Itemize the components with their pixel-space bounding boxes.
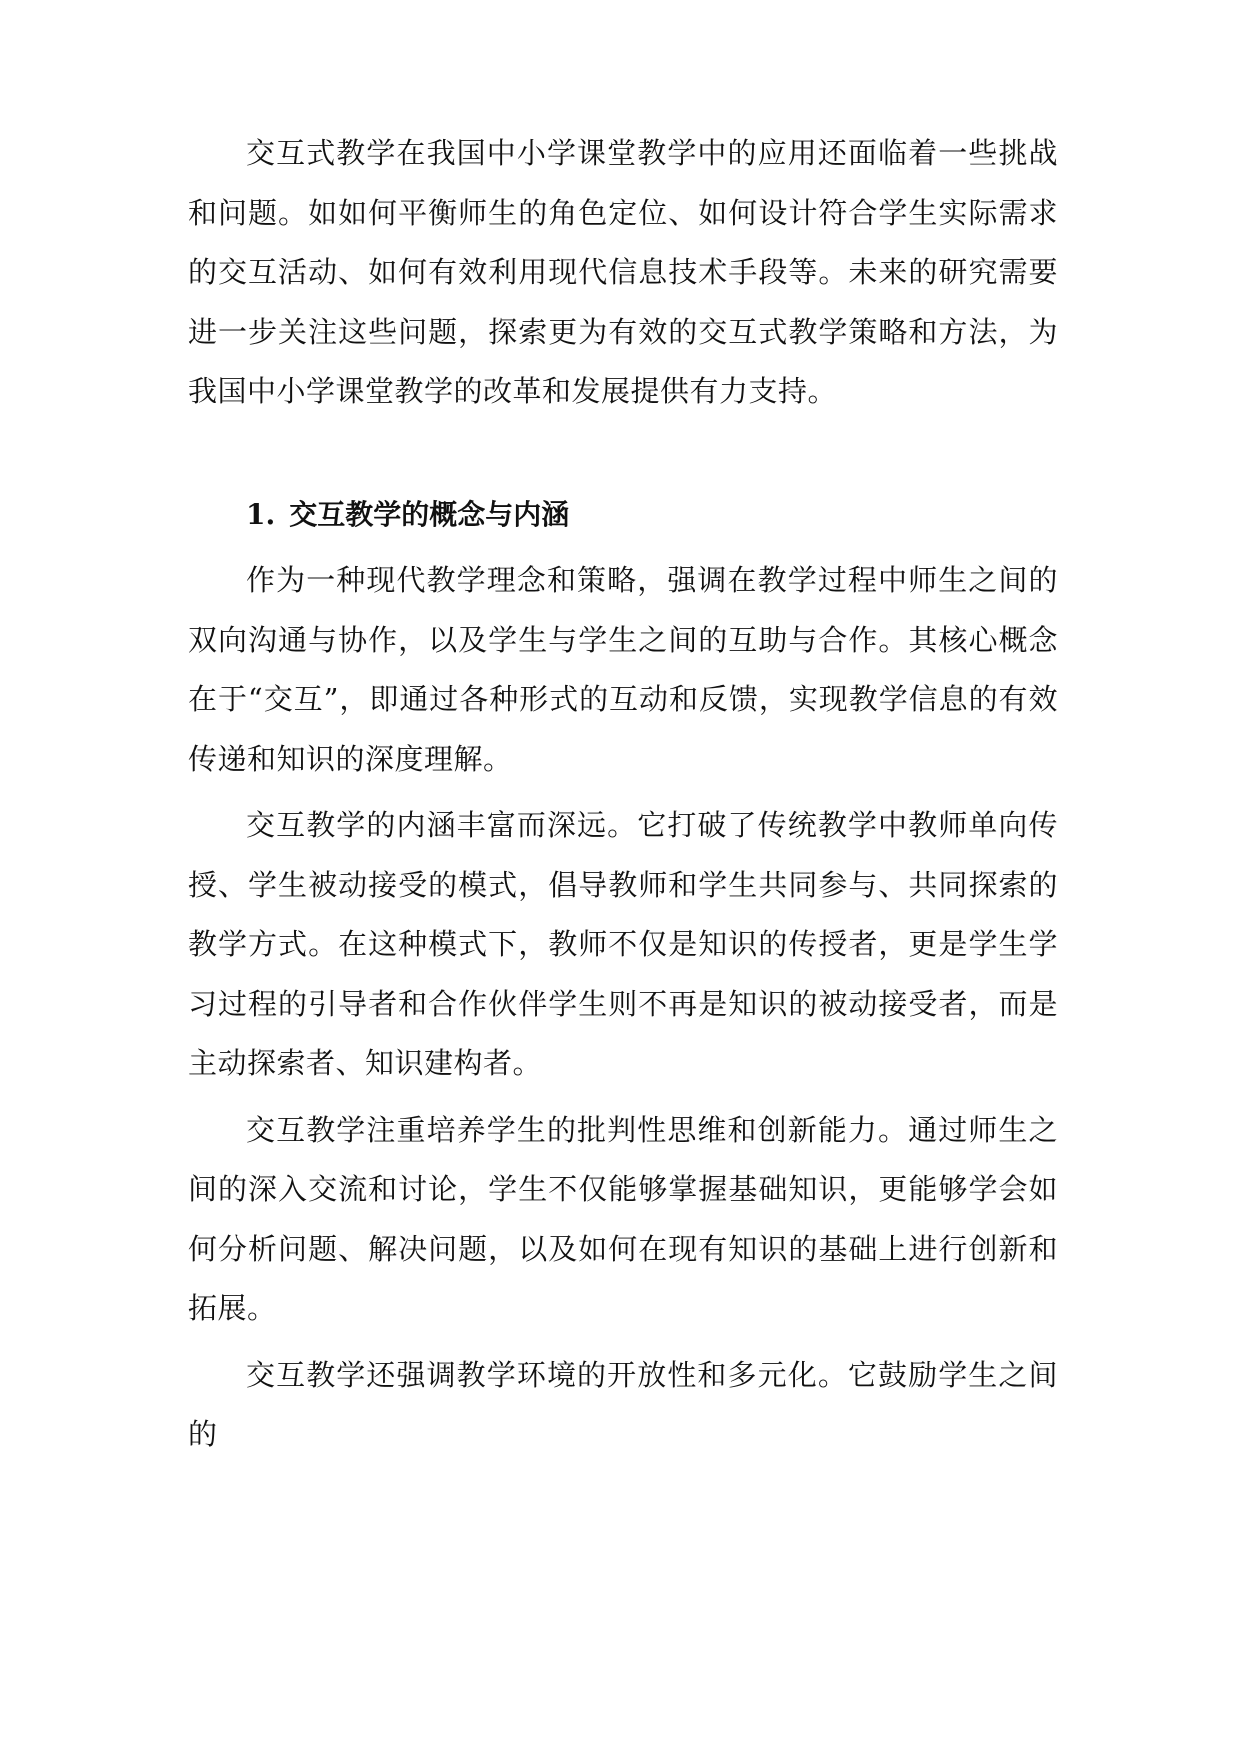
intro-paragraph: 交互式教学在我国中小学课堂教学中的应用还面临着一些挑战和问题。如如何平衡师生的角色定位、如何设计符合学生实际需求的交互活动、如何有效利用现代信息技术手段等。未来的研究需要进一步关注这些问题，探索更为有效的交互式教学策略和方法，为我国中小学课堂教学的改革和发展提供有力支持。 xyxy=(188,136,1058,408)
body-paragraph-1: 作为一种现代教学理念和策略，强调在教学过程中师生之间的双向沟通与协作，以及学生与学生之间的互助与合作。其核心概念在于“交互”，即通过各种形式的互动和反馈，实现教学信息的有效传递和知识的深度理解。 xyxy=(188,563,1058,776)
section-heading xyxy=(188,485,1058,545)
document-page xyxy=(188,0,1058,1465)
body-paragraph-2: 交互教学的内涵丰富而深远。它打破了传统教学中教师单向传授、学生被动接受的模式，倡导教师和学生共同参与、共同探索的教学方式。在这种模式下，教师不仅是知识的传授者，更是学生学习过程的引导者和合作伙伴学生则不再是知识的被动接受者，而是主动探索者、知识建构者。 xyxy=(188,808,1058,1080)
body-paragraph-4: 交互教学还强调教学环境的开放性和多元化。它鼓励学生之间的 xyxy=(188,1357,1058,1451)
body-paragraph-3: 交互教学注重培养学生的批判性思维和创新能力。通过师生之间的深入交流和讨论，学生不仅能够掌握基础知识，更能够学会如何分析问题、解决问题，以及如何在现有知识的基础上进行创新和拓展。 xyxy=(188,1112,1058,1325)
section-number: 1. xyxy=(246,497,276,531)
section-title: 交互教学的概念与内涵 xyxy=(289,497,570,531)
